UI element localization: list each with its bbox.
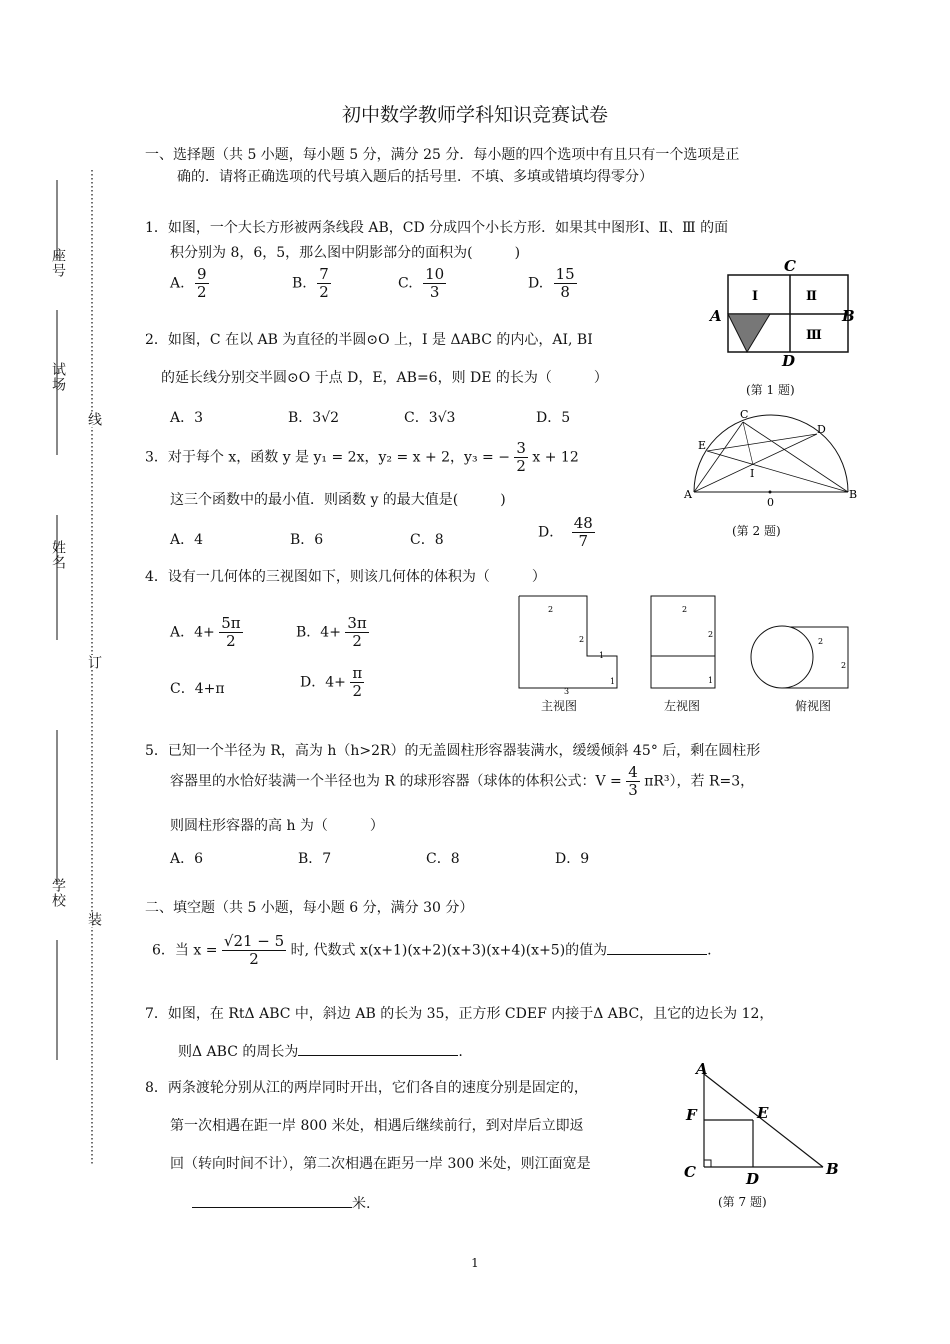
q1-option-b: B. $\frac{7}{2}$ xyxy=(292,265,329,301)
q7-line1: 7．如图，在 RtΔ ABC 中，斜边 AB 的长为 35，正方形 CDEF 内接于Δ ABC，且它的边长为 12， xyxy=(145,1006,774,1022)
bind-mark-order: 订 xyxy=(86,655,102,670)
q4-front-dim5: 3 xyxy=(564,687,570,696)
q7-label-a: A xyxy=(696,1060,708,1078)
q2-label-d: D xyxy=(817,423,826,436)
q2-option-a: A．3 xyxy=(170,410,204,426)
q1-option-a: A. $\frac{9}{2}$ xyxy=(170,265,207,301)
q5-line1: 5．已知一个半径为 R，高为 h（h>2R）的无盖圆柱形容器装满水，缓缓倾斜 45° 后，剩在圆柱形 xyxy=(145,743,761,759)
q8-line4: 米. xyxy=(192,1193,370,1213)
q1-label-region2: Ⅱ xyxy=(806,289,817,304)
q5-line3: 则圆柱形容器的高 h 为（ ） xyxy=(170,818,384,834)
q4-left-dim3: 1 xyxy=(708,676,714,685)
page-title: 初中数学教师学科知识竞赛试卷 xyxy=(341,104,608,126)
q3-option-a: A．4 xyxy=(170,532,204,548)
page-number: 1 xyxy=(471,1256,479,1270)
q5-option-b: B．7 xyxy=(298,851,332,867)
seat-label: 座号 xyxy=(50,248,66,278)
q3-option-c: C．8 xyxy=(410,532,444,548)
q5-option-c: C．8 xyxy=(426,851,460,867)
q4-option-b: B．4+ $\frac{3\pi}{2}$ xyxy=(296,614,367,650)
q5-option-d: D．9 xyxy=(555,851,590,867)
q4-line: 4．设有一几何体的三视图如下，则该几何体的体积为（ ） xyxy=(145,569,546,585)
q4-top-dim2: 2 xyxy=(841,661,847,670)
q1-figure xyxy=(700,255,860,395)
q4-option-c: C．4+π xyxy=(170,681,225,697)
q1-option-d: D. $\frac{15}{8}$ xyxy=(528,265,575,301)
q1-label-b: B xyxy=(842,307,855,325)
bind-mark-bind: 装 xyxy=(86,912,102,927)
section1-header-line2: 确的．请将正确选项的代号填入题后的括号里．不填、多填或错填均得零分） xyxy=(177,169,653,185)
school-label: 学校 xyxy=(50,878,66,908)
q4-front-dim3: 1 xyxy=(599,651,605,660)
q4-option-a: A．4+ $\frac{5\pi}{2}$ xyxy=(170,614,241,650)
q2-label-i: I xyxy=(750,467,755,480)
name-label: 姓名 xyxy=(50,540,66,570)
q7-label-d: D xyxy=(746,1170,760,1188)
q2-figure-caption: (第 2 题) xyxy=(732,524,781,538)
q3-line1: 3．对于每个 x，函数 y 是 y₁ = 2x，y₂ = x + 2，y₃ = − $\frac{3}{2}$ x + 12 xyxy=(145,439,579,475)
q4-front-dim4: 1 xyxy=(610,677,616,686)
q4-top-caption: 俯视图 xyxy=(795,699,832,713)
q2-option-d: D．5 xyxy=(536,410,571,426)
q1-label-c: C xyxy=(784,257,796,275)
q7-figure xyxy=(680,1060,850,1195)
q2-label-o: 0 xyxy=(767,496,774,509)
q2-option-b: B．3√2 xyxy=(288,410,340,426)
q1-label-d: D xyxy=(782,352,796,370)
q7-figure-caption: (第 7 题) xyxy=(718,1195,767,1209)
q7-label-f: F xyxy=(686,1106,697,1124)
q2-option-c: C．3√3 xyxy=(404,410,456,426)
q2-line1: 2．如图，C 在以 AB 为直径的半圆⊙O 上，I 是 ΔABC 的内心，AI, BI xyxy=(145,332,593,348)
q5-option-a: A．6 xyxy=(170,851,204,867)
section2-header: 二、填空题（共 5 小题，每小题 6 分，满分 30 分） xyxy=(145,900,474,916)
q2-label-c: C xyxy=(740,408,749,421)
q2-line2: 的延长线分别交半圆⊙O 于点 D，E，AB=6，则 DE 的长为（ ） xyxy=(161,370,608,386)
q4-front-dim1: 2 xyxy=(548,605,554,614)
binding-margin xyxy=(40,170,110,1170)
q8-answer-blank[interactable] xyxy=(192,1193,352,1208)
q8-line2: 第一次相遇在距一岸 800 米处，相遇后继续前行，到对岸后立即返 xyxy=(170,1118,584,1134)
exam-room-label: 试场 xyxy=(50,362,66,392)
q1-line1: 1．如图，一个大长方形被两条线段 AB，CD 分成四个小长方形．如果其中图形Ⅰ、Ⅱ、Ⅲ 的面 xyxy=(145,220,729,236)
q2-label-b: B xyxy=(849,488,858,501)
q6-line: 6．当 x = $\frac{√21 - 5}{2}$ 时, 代数式 x(x+1)(x+2)(x+3)(x+4)(x+5)的值为 . xyxy=(152,932,712,968)
q4-option-d: D．4+ $\frac{\pi}{2}$ xyxy=(300,664,363,700)
q1-figure-caption: (第 1 题) xyxy=(746,383,795,397)
q7-label-e: E xyxy=(757,1104,769,1122)
q1-label-a: A xyxy=(710,307,722,325)
q3-line2: 这三个函数中的最小值．则函数 y 的最大值是( ) xyxy=(170,492,506,508)
q4-left-caption: 左视图 xyxy=(664,699,701,713)
q4-top-dim1: 2 xyxy=(818,637,824,646)
q1-label-region3: Ⅲ xyxy=(806,328,822,343)
q1-option-c: C. $\frac{10}{3}$ xyxy=(398,265,445,301)
q2-label-e: E xyxy=(698,439,707,452)
q3-option-b: B．6 xyxy=(290,532,324,548)
q7-label-b: B xyxy=(826,1160,839,1178)
q4-front-caption: 主视图 xyxy=(541,699,578,713)
q6-answer-blank[interactable] xyxy=(607,940,707,955)
q4-left-dim1: 2 xyxy=(682,605,688,614)
q1-label-region1: Ⅰ xyxy=(752,289,759,304)
section1-header-line1: 一、选择题（共 5 小题，每小题 5 分，满分 25 分．每小题的四个选项中有且只有一个选项是正 xyxy=(145,147,740,163)
q7-line2: 则Δ ABC 的周长为 . xyxy=(178,1041,463,1061)
q2-label-a: A xyxy=(684,488,692,501)
q3-option-d: D． $\frac{48}{7}$ xyxy=(538,514,593,550)
q8-line1: 8．两条渡轮分别从江的两岸同时开出，它们各自的速度分别是固定的， xyxy=(145,1080,588,1096)
bind-mark-line: 线 xyxy=(86,412,102,427)
q5-line2: 容器里的水恰好装满一个半径也为 R 的球形容器（球体的体积公式：V = $\frac{4}{3}$ πR³），若 R=3， xyxy=(170,763,755,799)
q1-line2: 积分别为 8，6，5，那么图中阴影部分的面积为( ) xyxy=(170,245,521,261)
q8-line3: 回（转向时间不计），第二次相遇在距另一岸 300 米处，则江面宽是 xyxy=(170,1156,591,1172)
q7-answer-blank[interactable] xyxy=(298,1041,458,1056)
q2-figure xyxy=(680,405,870,515)
q7-label-c: C xyxy=(684,1163,696,1181)
q4-left-dim2: 2 xyxy=(708,630,714,639)
q4-front-dim2: 2 xyxy=(579,635,585,644)
